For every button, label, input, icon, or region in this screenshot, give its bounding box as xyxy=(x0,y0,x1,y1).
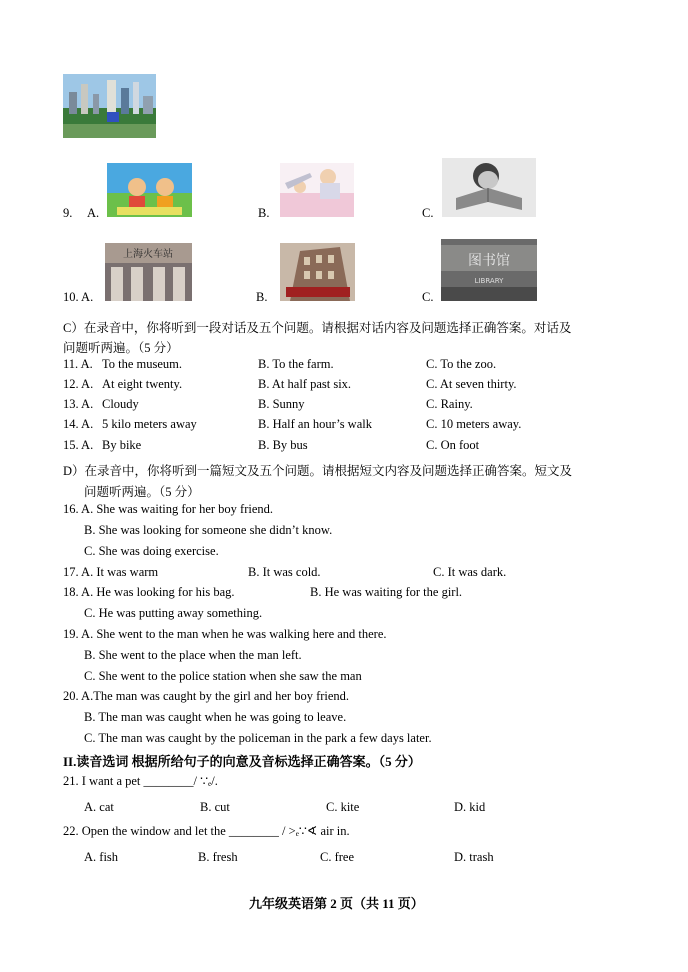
q11-option-c: C. To the zoo. xyxy=(426,357,497,371)
q9-option-b-sick-in-bed-image xyxy=(280,163,354,217)
q9-option-c-label: C. xyxy=(422,206,434,220)
q10-option-a-station-image xyxy=(105,243,192,301)
q17-option-b: B. It was cold. xyxy=(248,565,321,579)
section-c-instruction-line2: 问题听两遍。（5 分） xyxy=(63,341,179,355)
q13-option-b: B. Sunny xyxy=(258,397,305,411)
q13-number: 13. A. xyxy=(63,397,94,411)
q22-stem: 22. Open the window and let the ________ / >ₑ∵∢ air in. xyxy=(63,824,350,838)
q10-option-b-label: B. xyxy=(256,290,268,304)
library-subsign-text: LIBRARY xyxy=(474,277,504,285)
q13-option-a: Cloudy xyxy=(102,397,139,411)
q18-option-b: B. He was waiting for the girl. xyxy=(310,585,463,599)
q21-option-d: D. kid xyxy=(454,800,486,814)
q10-number: 10. A. xyxy=(63,290,94,304)
q18-option-a: 18. A. He was looking for his bag. xyxy=(63,585,235,599)
q10-option-c-library-image xyxy=(441,239,537,301)
q9-option-b-label: B. xyxy=(258,206,270,220)
q21-option-c: C. kite xyxy=(326,800,360,814)
q17-option-a: 17. A. It was warm xyxy=(63,565,159,579)
q20-option-a: 20. A.The man was caught by the girl and her boy friend. xyxy=(63,689,350,703)
q16-option-b: B. She was looking for someone she didn’t know. xyxy=(84,523,333,537)
q17-option-c: C. It was dark. xyxy=(433,565,507,579)
q10-option-c-label: C. xyxy=(422,290,434,304)
q22-option-b: B. fresh xyxy=(198,850,238,864)
q22-option-d: D. trash xyxy=(454,850,494,864)
q19-option-b: B. She went to the place when the man left. xyxy=(84,648,302,662)
q18-option-c: C. He was putting away something. xyxy=(84,606,263,620)
q13-option-c: C. Rainy. xyxy=(426,397,473,411)
page-footer: 九年级英语第 2 页（共 11 页） xyxy=(249,896,424,911)
q9-option-c-reading-image xyxy=(442,158,536,217)
q14-option-c: C. 10 meters away. xyxy=(426,417,522,431)
q16-option-c: C. She was doing exercise. xyxy=(84,544,219,558)
section-d-instruction-line1: D）在录音中，你将听到一篇短文及五个问题。请根据短文内容及问题选择正确答案。短文及 xyxy=(63,464,573,478)
q22-option-c: C. free xyxy=(320,850,355,864)
section-c-instruction-line1: C）在录音中，你将听到一段对话及五个问题。请根据对话内容及问题选择正确答案。对话及 xyxy=(63,321,572,335)
q15-number: 15. A. xyxy=(63,438,94,452)
q14-number: 14. A. xyxy=(63,417,94,431)
q15-option-c: C. On foot xyxy=(426,438,480,452)
q12-option-a: At eight twenty. xyxy=(102,377,183,391)
q11-option-b: B. To the farm. xyxy=(258,357,334,371)
q21-stem: 21. I want a pet ________/ ∵ₑ/. xyxy=(63,774,218,788)
q21-option-b: B. cut xyxy=(200,800,230,814)
q15-option-a: By bike xyxy=(102,438,142,452)
q22-option-a: A. fish xyxy=(84,850,119,864)
section-2-heading: II.读音选词 根据所给句子的向意及音标选择正确答案。（5 分） xyxy=(63,754,421,769)
q16-option-a: 16. A. She was waiting for her boy friend. xyxy=(63,502,274,516)
library-sign-text: 图书馆 xyxy=(468,253,510,269)
q20-option-b: B. The man was caught when he was going to leave. xyxy=(84,710,347,724)
q11-option-a: To the museum. xyxy=(102,357,183,371)
q9-option-a-picnic-image xyxy=(107,163,192,217)
q20-option-c: C. The man was caught by the policeman in the park a few days later. xyxy=(84,731,432,745)
q14-option-a: 5 kilo meters away xyxy=(102,417,197,431)
q15-option-b: B. By bus xyxy=(258,438,308,452)
q19-option-c: C. She went to the police station when she saw the man xyxy=(84,669,362,683)
q12-option-c: C. At seven thirty. xyxy=(426,377,517,391)
station-sign-text: 上海火车站 xyxy=(123,249,173,260)
q9-option-a-label: A. xyxy=(87,206,100,220)
q21-option-a: A. cat xyxy=(84,800,114,814)
q12-option-b: B. At half past six. xyxy=(258,377,352,391)
q19-option-a: 19. A. She went to the man when he was walking here and there. xyxy=(63,627,387,641)
city-photo xyxy=(63,74,156,138)
section-d-instruction-line2: 问题听两遍。（5 分） xyxy=(84,485,200,499)
q10-option-b-cinema-image xyxy=(280,243,355,301)
q11-number: 11. A. xyxy=(63,357,93,371)
q12-number: 12. A. xyxy=(63,377,94,391)
q9-number: 9. xyxy=(63,206,73,220)
q14-option-b: B. Half an hour’s walk xyxy=(258,417,372,431)
